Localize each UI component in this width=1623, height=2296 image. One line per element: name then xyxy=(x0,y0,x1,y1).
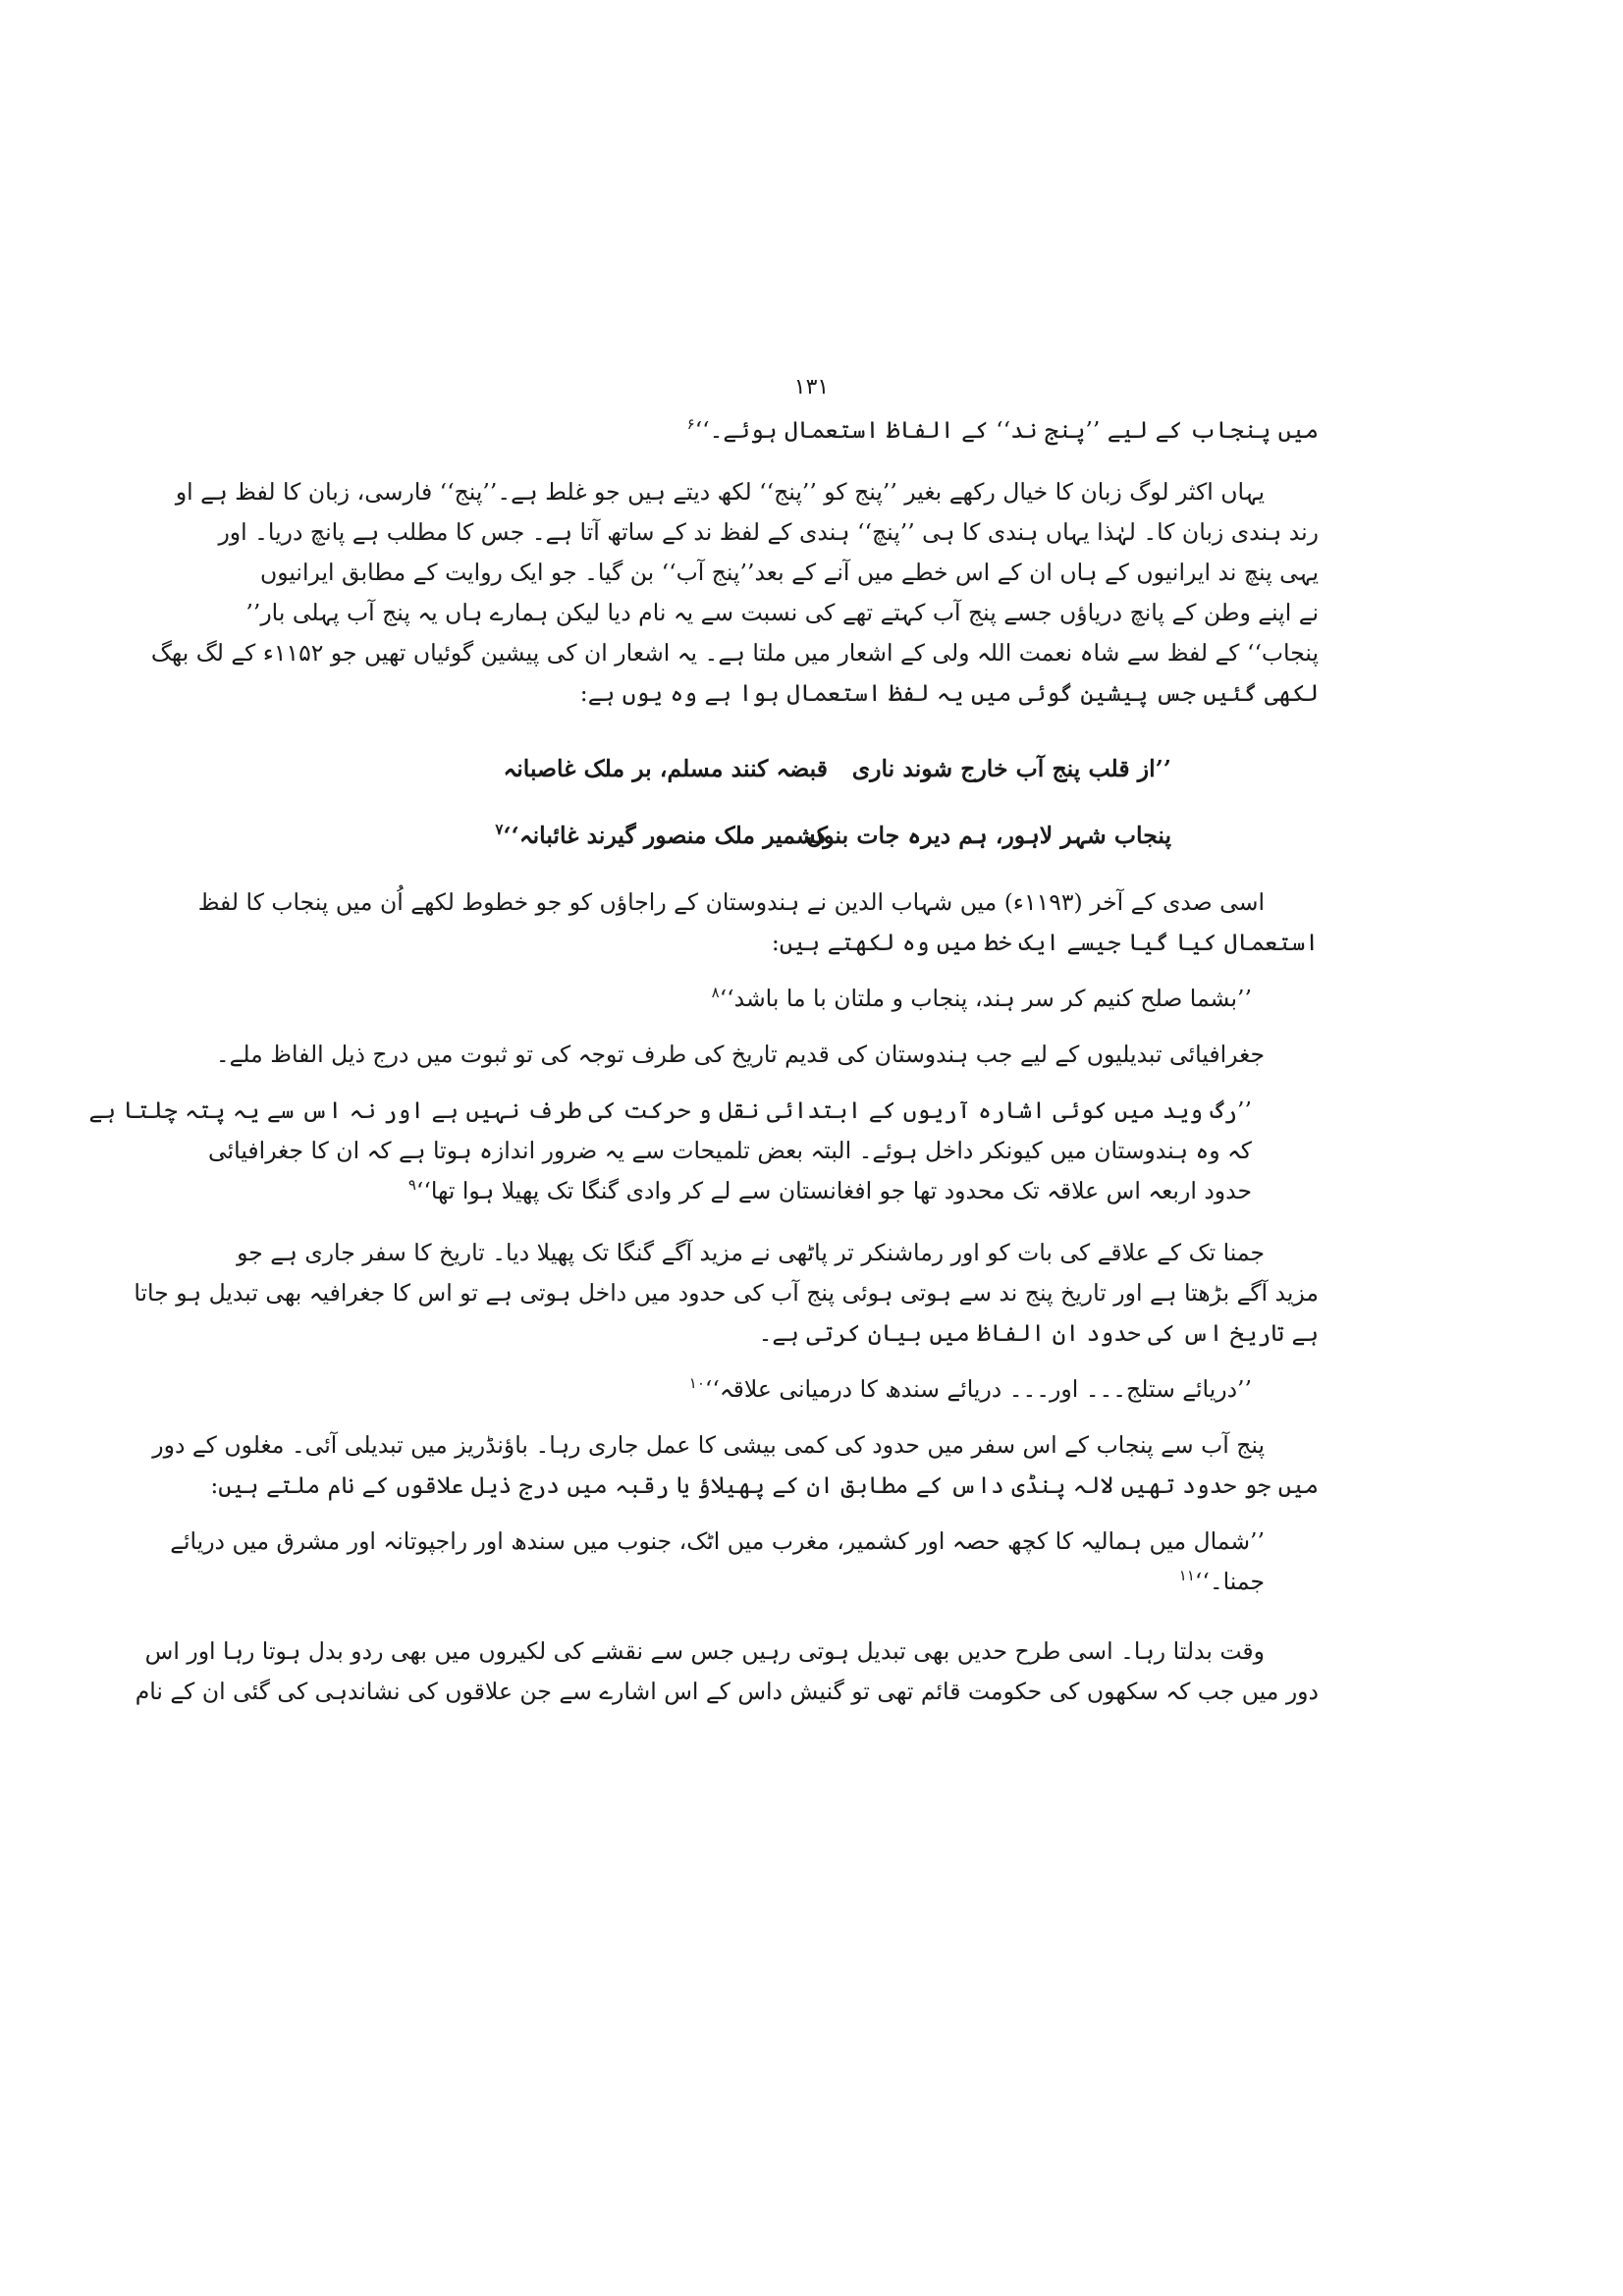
text-line: پنجاب‘‘ کے لفظ سے شاہ نعمت اللہ ولی کے اشعار میں ملتا ہے۔ یہ اشعار ان کی پیشین گوئیاں تھیں جو ۱۱۵۲ء کے لگ بھگ xyxy=(150,639,1319,667)
footnote-marker: ۱۰ xyxy=(688,1374,705,1393)
text-line: یہی پنچ ند ایرانیوں کے ہاں ان کے اس خطے میں آنے کے بعد’’پنج آب‘‘ بن گیا۔ جو ایک روایت کے مطابق ایرانیوں xyxy=(259,559,1319,586)
text-line: اسی صدی کے آخر (۱۱۹۳ء) میں شہاب الدین نے ہندوستان کے راجاؤں کو جو خطوط لکھے اُن میں پنجاب کا لفظ xyxy=(197,888,1265,916)
verse-first-hemistich: ’’از قلب پنج آب خارج شوند ناری xyxy=(851,755,1171,782)
text-line: وقت بدلتا رہا۔ اسی طرح حدیں بھی تبدیل ہوتی رہیں جس سے نقشے کی لکیروں میں بھی ردو بدل ہوتا رہا اور اس xyxy=(144,1637,1265,1665)
text-line: جغرافیائی تبدیلیوں کے لیے جب ہندوستان کی قدیم تاریخ کی طرف توجہ کی تو ثبوت میں درج ذیل الفاظ ملے۔ xyxy=(215,1041,1265,1068)
quotation-letter xyxy=(312,979,1319,1019)
text-line: پنج آب سے پنجاب کے اس سفر میں حدود کی کمی بیشی کا عمل جاری رہا۔ باؤنڈریز میں تبدیلی آئی۔ مغلوں کے دور xyxy=(152,1431,1265,1459)
verse-second-hemistich: کشمیر ملک منصور گیرند غائبانہ‘‘$^۷$ xyxy=(495,821,828,849)
quotation-rigveda xyxy=(88,1091,1319,1211)
text-line: نے اپنے وطن کے پانچ دریاؤں جسے پنج آب کہتے تھے کی نسبت سے یہ نام دیا لیکن ہمارے ہاں یہ پنج آب پہلی بار’’ xyxy=(245,599,1319,626)
text-line: رند ہندی زبان کا۔ لہٰذا یہاں ہندی کا ہی ’’پنچ‘‘ ہندی کے لفظ ند کے ساتھ آتا ہے۔ جس کا مطلب ہے پانچ دریا۔ اور xyxy=(218,518,1319,546)
text-line: مزید آگے بڑھتا ہے اور تاریخ پنج ند سے ہوتی ہوئی پنج آب کی حدود میں داخل ہوتی ہے تو اس کا جغرافیہ بھی تبدیل ہو جاتا xyxy=(134,1279,1319,1307)
text-line: کہ وہ ہندوستان میں کیونکر داخل ہوئے۔ البتہ بعض تلمیحات سے یہ ضرور اندازہ ہوتا ہے کہ ان کا جغرافیائی xyxy=(208,1137,1252,1164)
footnote-marker: ۹ xyxy=(407,1176,416,1195)
footnote-marker: ۸ xyxy=(711,984,720,1002)
quotation-mughal-extent xyxy=(170,1522,1319,1602)
paragraph-panj-naming xyxy=(150,472,1319,714)
text-line: ’’بشما صلح کنیم کر سر ہند، پنجاب و ملتان با ما باشد‘‘$^۸$ xyxy=(711,984,1252,1012)
footnote-marker: ۱۱ xyxy=(1178,1567,1195,1585)
text-line: استعمال کیا گیا جیسے ایک خط میں وہ لکھتے ہیں: xyxy=(771,929,1319,956)
text-line: ہے تاریخ اس کی حدود ان الفاظ میں بیان کرتی ہے۔ xyxy=(758,1319,1319,1347)
page-number: ۱۳۱ xyxy=(793,375,830,400)
verse-first-hemistich: پنجاب شہر لاہور، ہم دیرہ جات بنوں xyxy=(806,822,1171,849)
text-line: لکھی گئیں جس پیشین گوئی میں یہ لفظ استعمال ہوا ہے وہ یوں ہے: xyxy=(579,679,1319,707)
verse-couplet-2 xyxy=(312,810,1319,861)
paragraph-intro xyxy=(312,410,1319,451)
verse-second-hemistich: قبضہ کنند مسلم، بر ملک غاصبانہ xyxy=(503,755,828,782)
footnote-marker: ۶ xyxy=(686,415,695,434)
text-line: حدود اربعہ اس علاقہ تک محدود تھا جو افغانستان سے لے کر وادی گنگا تک پھیلا ہوا تھا‘‘$^۹$ xyxy=(407,1176,1252,1204)
page-body xyxy=(88,410,1319,1712)
text-line: میں پنجاب کے لیے ’’پنج ند‘‘ کے الفاظ استعمال ہوئے۔‘‘$^۶$ xyxy=(686,415,1319,444)
verse-couplet-1 xyxy=(312,743,1319,794)
text-line: جمنا۔‘‘$^{۱۱}$ xyxy=(1178,1567,1265,1595)
paragraph-boundaries xyxy=(152,1425,1319,1506)
text-line: میں جو حدود تھیں لالہ پنڈی داس کے مطابق ان کے پھیلاؤ یا رقبہ میں درج ذیل علاقوں کے نام ملتے ہیں: xyxy=(210,1471,1319,1499)
paragraph-sikh-era xyxy=(135,1631,1319,1712)
text-line: دور میں جب کہ سکھوں کی حکومت قائم تھی تو گنیش داس کے اس اشارے سے جن علاقوں کی نشاندہی کی گئی ان کے نام xyxy=(135,1678,1319,1705)
text-line: ’’رگ وید میں کوئی اشارہ آریوں کے ابتدائی نقل و حرکت کی طرف نہیں ہے اور نہ اس سے یہ پتہ چلتا ہے xyxy=(88,1096,1252,1124)
text-line: ’’شمال میں ہمالیہ کا کچھ حصہ اور کشمیر، مغرب میں اٹک، جنوب میں سندھ اور راجپوتانہ اور مشرق میں دریائے xyxy=(170,1527,1265,1555)
paragraph-shahabuddin xyxy=(197,882,1319,963)
text-line: یہاں اکثر لوگ زبان کا خیال رکھے بغیر ’’پنج کو ’’پنج‘‘ لکھ دیتے ہیں جو غلط ہے۔’’پنج‘‘ فارسی، زبان کا لفظ ہے او xyxy=(175,478,1265,506)
text-line: ’’دریائے ستلج۔۔۔ اور۔۔۔ دریائے سندھ کا درمیانی علاقہ‘‘$^{۱۰}$ xyxy=(688,1374,1252,1403)
paragraph-geography xyxy=(215,1035,1319,1075)
text-line: جمنا تک کے علاقے کی بات کو اور رماشنکر تر پاٹھی نے مزید آگے گنگا تک پھیلا دیا۔ تاریخ کا سفر جاری ہے جو xyxy=(237,1239,1265,1266)
quotation-sutlej xyxy=(312,1369,1319,1410)
footnote-marker: ۷ xyxy=(495,821,504,839)
paragraph-jamna xyxy=(134,1233,1319,1354)
